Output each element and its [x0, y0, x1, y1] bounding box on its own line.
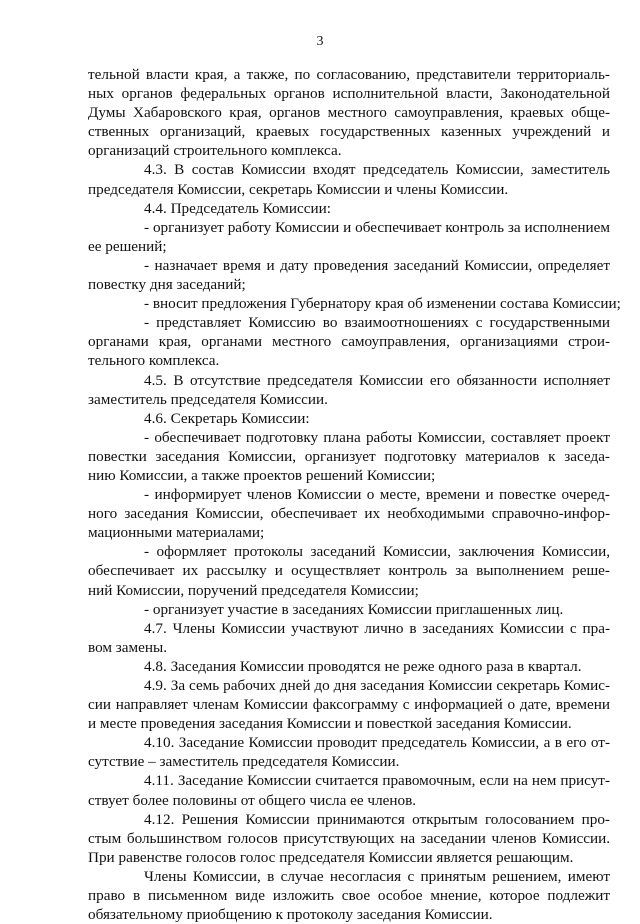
text-line: Члены Комиссии, в случае несогласия с принятым решением, имеют	[144, 867, 610, 885]
text-line: обеспечивает их рассылку и осуществляет контроль за выполнением реше-	[88, 562, 610, 580]
text-line: обязательному приобщению к протоколу заседания Комиссии.	[88, 906, 493, 924]
text-line: Думы Хабаровского края, органов местного самоуправления, краевых обще-	[88, 104, 610, 122]
text-line: нию Комиссии, а также проектов решений Комиссии;	[88, 466, 436, 484]
text-line: 4.10. Заседание Комиссии проводит председатель Комиссии, а в его от-	[144, 734, 610, 752]
text-line: - организует работу Комиссии и обеспечивает контроль за исполнением	[144, 218, 610, 236]
text-line: ний Комиссии, поручений председателя Комиссии;	[88, 581, 419, 599]
text-line: 4.6. Секретарь Комиссии:	[144, 409, 310, 427]
text-line: и месте проведения заседания Комиссии и повесткой заседания Комиссии.	[88, 715, 572, 733]
text-line: - оформляет протоколы заседаний Комиссии, заключения Комиссии,	[144, 543, 610, 561]
text-line: 4.12. Решения Комиссии принимаются открытым голосованием про-	[144, 810, 610, 828]
text-line: ных органов федеральных органов исполнительной власти, Законодательной	[88, 85, 610, 103]
text-line: стым большинством голосов присутствующих на заседании членов Комиссии.	[88, 829, 610, 847]
text-line: органами края, органами местного самоуправления, организациями строи-	[88, 333, 610, 351]
text-line: - обеспечивает подготовку плана работы Комиссии, составляет проект	[144, 428, 610, 446]
document-body	[88, 65, 621, 924]
text-line: - вносит предложения Губернатору края об изменении состава Комиссии;	[144, 295, 621, 313]
text-line: ного заседания Комиссии, обеспечивает их необходимыми справочно-инфор-	[88, 505, 610, 523]
text-line: - представляет Комиссию во взаимоотношениях с государственными	[144, 314, 610, 332]
text-line: сии направляет членам Комиссии факсограмму с информацией о дате, времени	[88, 696, 610, 714]
text-line: 4.11. Заседание Комиссии считается правомочным, если на нем присут-	[144, 772, 610, 790]
text-line: председателя Комиссии, секретарь Комиссии и члены Комиссии.	[88, 180, 509, 198]
text-line: повестку дня заседаний;	[88, 276, 246, 294]
text-line: 4.3. В состав Комиссии входят председатель Комиссии, заместитель	[144, 161, 610, 179]
text-line: При равенстве голосов голос председателя Комиссии является решающим.	[88, 848, 574, 866]
text-line: 4.9. За семь рабочих дней до дня заседания Комиссии секретарь Комис-	[144, 677, 610, 694]
text-line: ствует более половины от общего числа ее членов.	[88, 791, 417, 809]
text-line: тельного комплекса.	[88, 352, 220, 370]
text-line: ее решений;	[88, 237, 167, 255]
page-number: 3	[316, 34, 324, 49]
text-line: 4.4. Председатель Комиссии:	[144, 199, 332, 217]
text-line: мационными материалами;	[88, 524, 265, 542]
text-line: 4.7. Члены Комиссии участвуют лично в заседаниях Комиссии с пра-	[144, 619, 610, 637]
text-line: - назначает время и дату проведения заседаний Комиссии, определяет	[144, 256, 610, 274]
text-line: - информирует членов Комиссии о месте, времени и повестке очеред-	[144, 486, 610, 504]
text-line: сутствие – заместитель председателя Комиссии.	[88, 753, 400, 771]
text-line: 4.8. Заседания Комиссии проводятся не реже одного раза в квартал.	[144, 657, 582, 675]
text-line: организаций строительного комплекса.	[88, 142, 342, 160]
text-line: 4.5. В отсутствие председателя Комиссии его обязанности исполняет	[144, 371, 610, 389]
text-line: право в письменном виде изложить свое особое мнение, которое подлежит	[88, 887, 610, 905]
text-line: ственных организаций, краевых государственных казенных учреждений и	[88, 123, 610, 141]
text-line: - организует участие в заседаниях Комиссии приглашенных лиц.	[144, 600, 564, 618]
text-line: повестки заседания Комиссии, организует подготовку материалов к заседа-	[88, 447, 610, 465]
text-line: вом замены.	[88, 638, 167, 656]
text-line: тельной власти края, а также, по согласованию, представители территориаль-	[88, 66, 610, 83]
text-line: заместитель председателя Комиссии.	[88, 390, 328, 408]
